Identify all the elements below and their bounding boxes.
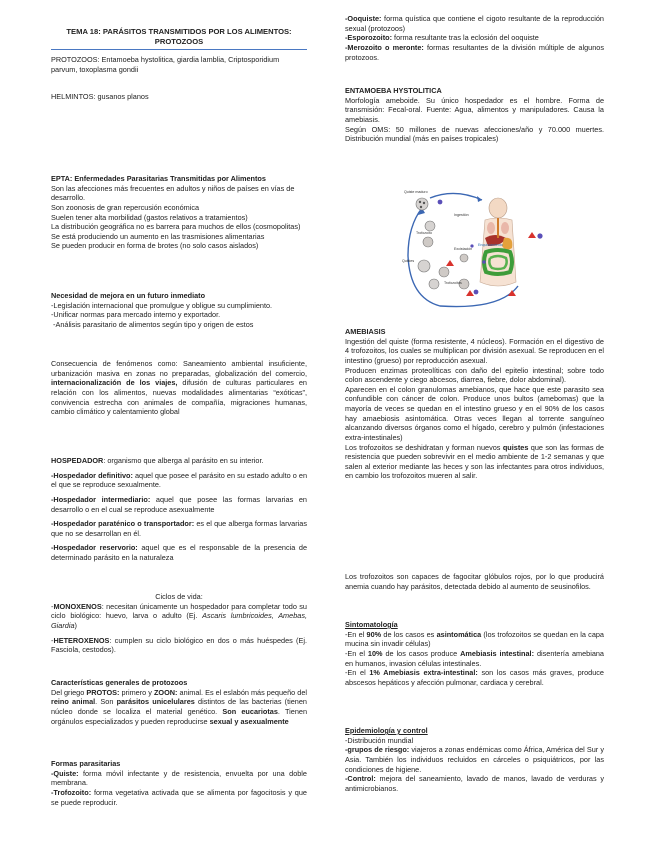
consecuencia-bold: internacionalización de los viajes, xyxy=(51,378,178,388)
caracteristicas-paragraph xyxy=(51,688,307,727)
formas-item-text: formas resultantes de la división múltiple de algunos protozoos. xyxy=(345,42,604,62)
formas-item-text: forma móvil infectante y de resistencia, envuelta por una doble membrana. xyxy=(51,768,307,788)
ciclos-section xyxy=(51,592,307,655)
hospedador-item-text: es el que alberga formas larvarias que no se desarrollan en él. xyxy=(51,519,307,538)
hospedador-def xyxy=(51,456,307,466)
text-bold: asintomática xyxy=(436,629,482,639)
epidemiologia-line xyxy=(345,774,604,793)
amebiasis-section xyxy=(345,327,604,481)
amebiasis-p3: Aparecen en el colon granulomas amebianos, que hace que este parasito sea confundible con cáncer de colon. Produce unos bultos (amebomas) que la mayoría de veces se quedan en el intestino grueso y en el 90% de los casos hay amaebiosis asintomática. Otras veces llegan al torrente sanguíneo alcanzando diversos órganos como el hígado, cerebro y pulmón (infestaciones extra-intestinales) xyxy=(345,384,604,442)
entamoeba-heading: ENTAMOEBA HYSTOLITICA xyxy=(345,86,442,95)
text-bold: reino animal xyxy=(51,697,96,707)
mejora-heading: Necesidad de mejora en un futuro inmediato xyxy=(51,291,206,300)
monoxenos-end: ) xyxy=(74,620,77,630)
figure-label: Quiste maduro xyxy=(404,190,428,194)
helmintos-line: HELMINTOS: gusanos planos xyxy=(51,92,149,101)
hospedador-section xyxy=(51,456,307,563)
sintomatologia-section xyxy=(345,620,604,687)
epidemiologia-section xyxy=(345,726,604,793)
figure-label: Trofozoítos xyxy=(444,281,462,285)
amebiasis-p4 xyxy=(345,443,604,482)
hospedador-item xyxy=(51,519,307,538)
text-span: . Son xyxy=(95,697,117,707)
monoxenos-label: MONOXENOS xyxy=(53,601,102,611)
hospedador-label: HOSPEDADOR xyxy=(51,456,104,465)
text-span: -En el xyxy=(345,648,368,658)
hospedador-item-label: -Hospedador intermediario: xyxy=(51,494,151,504)
monoxenos-paragraph: -MONOXENOS: necesitan únicamente un hospedador para completar todo su ciclo biológico: huevo, larva o adulto (Ej. Ascaris lumbricoides, Amebas, Giardia) xyxy=(51,601,307,630)
heteroxenos-paragraph: -HETEROXENOS: cumplen su ciclo biológico en dos o más huéspedes (Ej. Fasciola, cestodos). xyxy=(51,635,307,655)
hospedador-item-text: aquel que es el responsable de la presencia de determinado parásito en la naturaleza xyxy=(51,543,308,562)
epidemiologia-heading: Epidemiología y control xyxy=(345,726,428,735)
entamoeba-p2: Según OMS: 50 millones de nuevas afecciones/año y 70.000 muertes. Distribución mundial (más en países tropicales) xyxy=(345,124,604,144)
text-span: -En el xyxy=(345,668,370,678)
monoxenos-text: : necesitan únicamente un hospedador para completar todo su ciclo biológico: huevo, larva o adulto (Ej. xyxy=(51,601,307,621)
hospedador-item xyxy=(51,495,307,514)
text-span: . Tienen orgánulos especializados y pueden reproducirse xyxy=(51,706,308,726)
figure-label: Excistación xyxy=(454,247,473,251)
monoxenos-examples: Ascaris lumbricoides, Amebas, Giardia xyxy=(51,611,307,630)
page-title: TEMA 18: PARÁSITOS TRANSMITIDOS POR LOS ALIMENTOS: PROTOZOOS xyxy=(51,27,307,50)
figure-label: Enquistamiento xyxy=(478,243,503,247)
epta-line: La distribución geográfica no es barrera para muchos de ellos (cosmopolitas) xyxy=(51,222,301,232)
formas-item xyxy=(345,43,604,62)
life-cycle-illustration xyxy=(400,186,552,314)
mejora-section xyxy=(51,291,307,330)
formas-item-label: -Esporozoito: xyxy=(345,33,393,43)
caracteristicas-section xyxy=(51,678,307,726)
hospedador-item-text: aquel que posee las formas larvarias en desarrollo o en el cual se reproduce asexualmente xyxy=(51,494,307,514)
formas-heading: Formas parasitarias xyxy=(51,759,121,768)
text-bold: -Control: xyxy=(345,774,376,784)
text-span: viajeros a zonas endémicas como África, América del Sur y Asia. También los individuos recluidos en cárceles o psiquiátricos, por las condiciones de higiene. xyxy=(345,745,604,774)
formas-item xyxy=(51,788,307,807)
text-span: mejora del saneamiento, lavado de manos, lavado de verduras y antimicrobianos. xyxy=(345,774,604,793)
sintoma-line xyxy=(345,649,604,668)
text-bold: PROTOS: xyxy=(86,687,120,697)
formas-item-text: forma vegetativa activada que se alimenta por fagocitosis y que se puede reproducir. xyxy=(51,787,307,807)
epta-section xyxy=(51,174,307,251)
formas-item-label: -Quiste: xyxy=(51,768,79,778)
life-cycle-figure xyxy=(400,186,552,314)
epta-line: Se está produciendo un aumento en las trasmisiones alimentarias xyxy=(51,231,265,241)
text-bold: Son eucariotas xyxy=(222,706,278,716)
text-span: distintos de las bacterias (tienen núcleo donde se localiza el material genético. xyxy=(51,697,307,716)
mejora-line: -Análisis parasitario de alimentos según tipo y origen de estos xyxy=(51,319,254,329)
formas-item-label: -Ooquiste: xyxy=(345,14,382,23)
entamoeba-section xyxy=(345,86,604,144)
text-span: de los casos produce xyxy=(382,648,461,658)
figure-label: Trofozoíto xyxy=(416,231,433,235)
hospedador-item-label: -Hospedador reservorio: xyxy=(51,543,138,553)
consecuencia-text-end: difusión de culturas particulares en relación con los alimentos, nuevas modalidades alimentarias “exóticas”, convivencia estrecha con animales de compañía, migraciones humanas, cambio climático y calentamiento global xyxy=(51,378,307,417)
epidemiologia-line: -Distribución mundial xyxy=(345,735,414,745)
formas-item-label: -Trofozoito: xyxy=(51,787,92,797)
formas-section xyxy=(51,759,307,807)
hospedador-item-text: aquel que posee el parásito en su estado adulto o en el que se reproduce sexualmente. xyxy=(51,470,308,490)
heteroxenos-label: HETEROXENOS xyxy=(53,635,110,645)
text-bold: parásitos unicelulares xyxy=(116,697,195,707)
text-span: -En el xyxy=(345,629,367,639)
text-bold: 90% xyxy=(366,629,382,639)
formas-item xyxy=(51,769,307,788)
formas-item-text: forma quística que contiene el cigoto resultante de la reproducción sexual (protozoos) xyxy=(345,14,604,33)
text-span: animal. Es el eslabón más pequeño del xyxy=(177,687,307,697)
text-span: Del griego xyxy=(51,687,87,697)
mejora-line: -Legislación internacional que promulgue y obligue su cumplimiento. xyxy=(51,300,273,310)
text-bold: -grupos de riesgo: xyxy=(345,745,410,755)
figure-label: Quistes xyxy=(402,259,415,263)
text-span: Los trofozoitos se deshidratan y forman nuevos xyxy=(345,442,503,452)
consecuencia-paragraph xyxy=(51,359,307,417)
hospedador-item xyxy=(51,471,307,490)
text-bold: sexual y asexualmente xyxy=(209,716,289,726)
epta-line: Se pueden producir en forma de brotes (no solo casos aislados) xyxy=(51,241,259,251)
hospedador-item xyxy=(51,543,307,562)
amebiasis-heading: AMEBIASIS xyxy=(345,327,386,336)
hospedador-text: : organismo que alberga al parásito en su interior. xyxy=(103,456,264,465)
text-bold: quistes xyxy=(502,442,529,452)
epidemiologia-line xyxy=(345,745,604,774)
epta-heading: EPTA: Enfermedades Parasitarias Transmitidas por Alimentos xyxy=(51,174,266,183)
text-bold: ZOON: xyxy=(153,687,178,697)
epta-line: Son zoonosis de gran repercusión económica xyxy=(51,202,200,212)
text-span: son los casos más graves, produce abscesos hepáticos y afección pulmonar, cardiaca y cerebral. xyxy=(345,668,604,687)
caracteristicas-heading: Características generales de protozoos xyxy=(51,678,188,687)
amebiasis-p5: Los trofozoitos son capaces de fagocitar glóbulos rojos, por lo que producirá anemia cuando hay parásitos, detectada debido al aumento de seusinofilos. xyxy=(345,572,604,591)
entamoeba-p1: Morfología ameboide. Su único hospedador es el hombre. Forma de transmisión: Fecal-oral. Fuente: Agua, alimentos y manipuladores. Causa la amebiasis. xyxy=(345,95,604,124)
text-bold: 10% xyxy=(367,648,383,658)
text-span: que son las formas de resistencia que pueden sobrevivir en el medio ambiente de 1-2 semanas y que salen al exterior mediante las heces y son las infectantes para otros individuos, en cambio los trofozoitos mueren al salir. xyxy=(345,442,604,481)
figure-label: Ingestión xyxy=(454,213,469,217)
text-bold: Amebiasis intestinal: xyxy=(460,648,535,658)
sintomatologia-heading: Sintomatología xyxy=(345,620,398,629)
epta-line: Suelen tener alta morbilidad (gastos relativos a tratamientos) xyxy=(51,212,248,222)
formas-item-text: forma resultante tras la eclosión del ooquiste xyxy=(392,33,539,43)
sintoma-line xyxy=(345,668,604,687)
consecuencia-text: Consecuencia de fenómenos como: Saneamiento ambiental insuficiente, urbanización masiva en zonas no preparadas, globalización del comercio, xyxy=(51,359,307,378)
protozoos-list: PROTOZOOS: Entamoeba hystolitica, giardia lamblia, Criptosporidium parvum, toxoplasma gondii xyxy=(51,55,280,74)
text-span: primero y xyxy=(119,687,154,697)
epta-line: Son las afecciones más frecuentes en adultos y niños de países en vías de desarrollo. xyxy=(51,183,295,203)
formas-continued xyxy=(345,14,604,62)
text-span: disentería amebiana en humanos, invasion células intestinales. xyxy=(345,648,604,668)
sintoma-line xyxy=(345,630,604,649)
hospedador-item-label: -Hospedador definitivo: xyxy=(51,470,133,480)
amebiasis-p1: Ingestión del quiste (forma resistente, 4 núcleos). Formación en el digestivo de 4 trofozoitos, los cuales se multiplican por división asexual. Se reproducen en el intestino (grueso) por reproducción asexual. xyxy=(345,336,604,365)
mejora-line: -Unificar normas para mercado interno y exportador. xyxy=(51,310,221,320)
ciclos-heading: Ciclos de vida: xyxy=(155,592,203,601)
formas-item xyxy=(345,33,604,43)
text-span: (los trofozoitos se quedan en la capa mucina sin invadir células) xyxy=(345,629,604,649)
formas-item-label: -Merozoito o meronte: xyxy=(345,42,424,52)
formas-item xyxy=(345,14,604,33)
text-span: de los casos es xyxy=(381,629,437,639)
amebiasis-p2: Producen enzimas proteolíticas con daño del epitelio intestinal; sobre todo colon ascendente y ciego abcesos, diarrea, fiebre, dolor abdominal). xyxy=(345,365,604,385)
text-bold: 1% Amebiasis extra-intestinal: xyxy=(369,668,478,678)
heteroxenos-text: : cumplen su ciclo biológico en dos o más huéspedes (Ej. Fasciola, cestodos). xyxy=(51,635,307,655)
hospedador-item-label: -Hospedador paraténico o transportador: xyxy=(51,519,195,529)
